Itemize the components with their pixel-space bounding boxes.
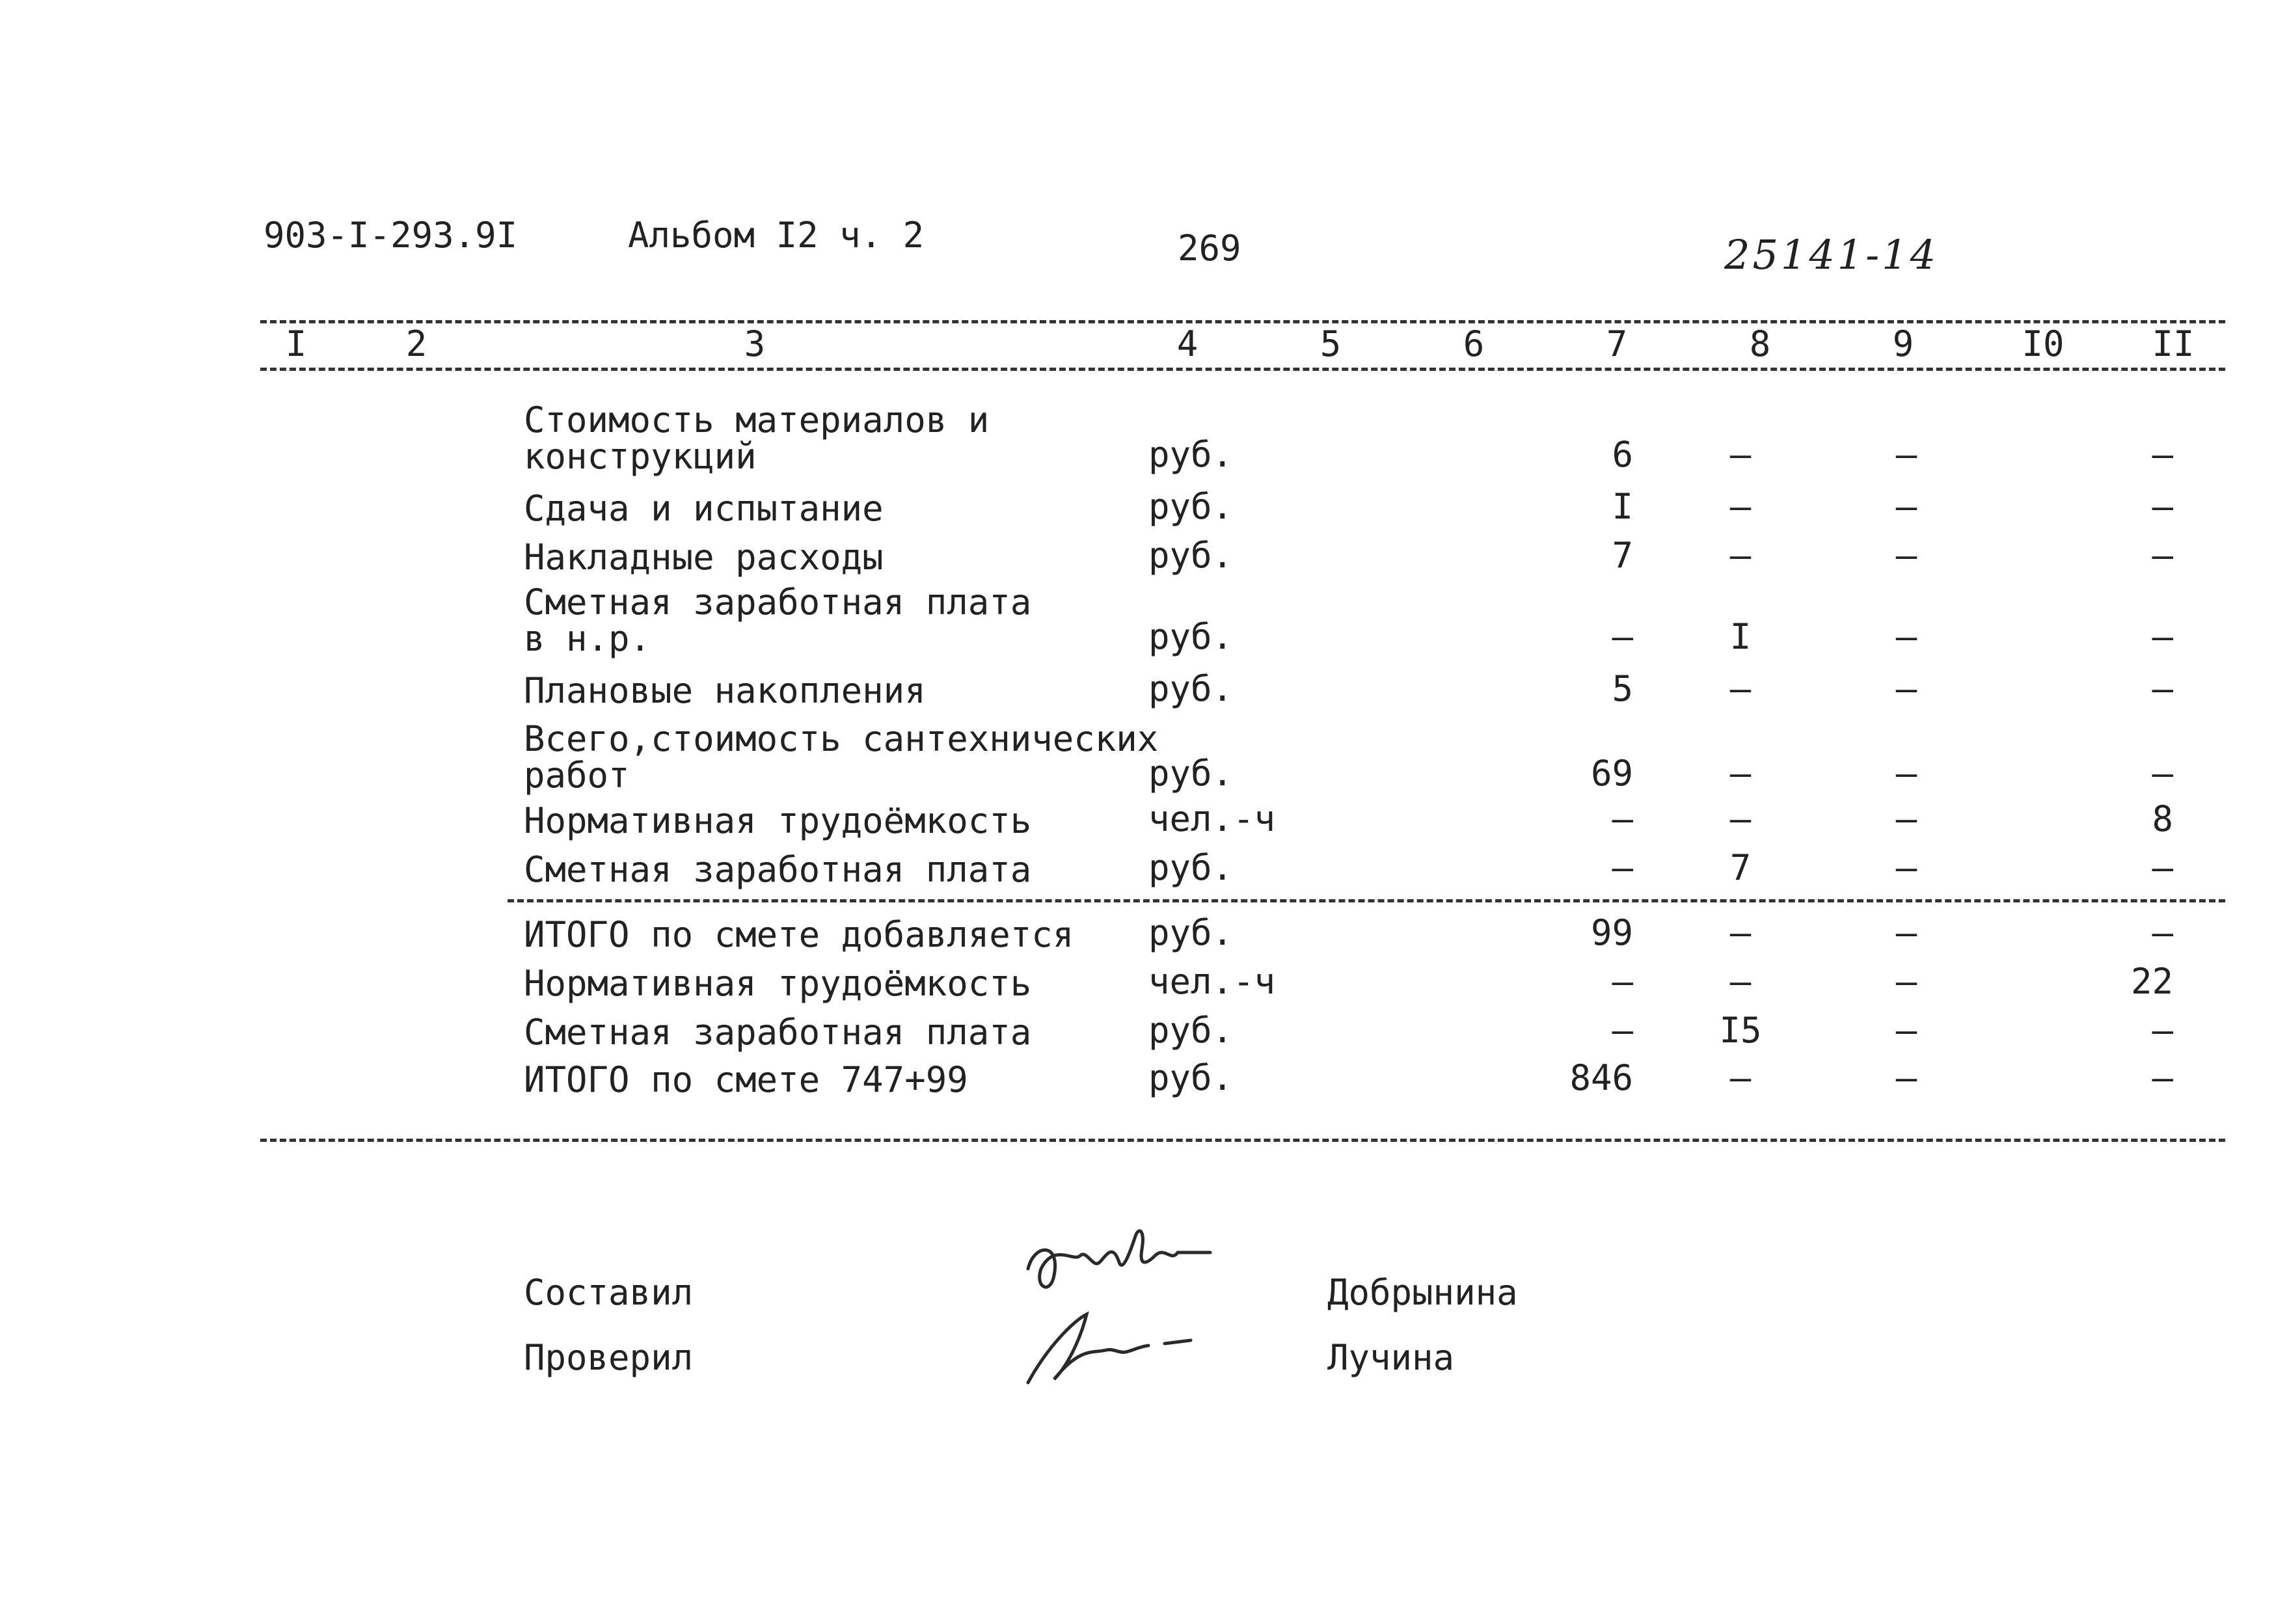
cell-col9: – — [1895, 616, 1917, 657]
col-header-6: 6 — [1463, 323, 1485, 364]
cell-col8: – — [1729, 486, 1752, 527]
checked-by-name: Лучина — [1327, 1337, 1455, 1378]
sheet-code: 25141-14 — [1724, 231, 1939, 278]
row-label-line: Стоимость материалов и — [524, 399, 990, 440]
row-unit: руб. — [1148, 668, 1234, 709]
project-code: 903-I-293.9I — [264, 215, 518, 256]
cell-col9: – — [1895, 961, 1917, 1002]
compiled-by-label: Составил — [524, 1272, 694, 1313]
row-label-line: Всего,стоимость сантехнических — [524, 718, 1159, 759]
row-unit: руб. — [1148, 1057, 1234, 1098]
row-unit: руб. — [1148, 535, 1234, 576]
cell-col7: – — [1612, 1010, 1633, 1051]
row-label: Нормативная трудоёмкость — [524, 963, 1032, 1004]
cell-col9: – — [1895, 798, 1917, 839]
row-label: Плановые накопления — [524, 670, 926, 711]
cell-col11: 8 — [2152, 798, 2173, 839]
row-unit: чел.-ч — [1148, 961, 1276, 1002]
col-header-1: I — [285, 323, 307, 364]
cell-col7: 846 — [1569, 1057, 1633, 1098]
table-row — [0, 475, 2289, 527]
row-label-line: конструкций — [524, 436, 757, 477]
cell-col8: – — [1729, 753, 1752, 794]
cell-col11: – — [2152, 486, 2173, 527]
row-label: ИТОГО по смете 747+99 — [524, 1059, 968, 1100]
checked-by-label: Проверил — [524, 1337, 694, 1378]
cell-col8: 7 — [1729, 847, 1752, 888]
page-number: 269 — [1178, 228, 1241, 269]
row-unit: чел.-ч — [1148, 798, 1276, 839]
row-unit: руб. — [1148, 912, 1234, 953]
table-row — [0, 399, 2289, 477]
cell-col7: – — [1612, 847, 1633, 888]
totals-row — [0, 1046, 2289, 1098]
cell-col7: – — [1612, 961, 1633, 1002]
cell-col9: – — [1895, 1057, 1917, 1098]
col-header-3: 3 — [744, 323, 766, 364]
table-row — [0, 718, 2289, 796]
cell-col9: – — [1895, 1010, 1917, 1051]
cell-col8: I — [1729, 616, 1752, 657]
cell-col11: – — [2152, 434, 2173, 475]
cell-col9: – — [1895, 847, 1917, 888]
row-unit: руб. — [1148, 616, 1234, 657]
col-header-4: 4 — [1176, 323, 1199, 364]
compiled-by-name: Добрынина — [1327, 1272, 1518, 1313]
row-label: Нормативная трудоёмкость — [524, 800, 1032, 841]
col-header-2: 2 — [405, 323, 427, 364]
row-label-line: Сметная заработная плата — [524, 582, 1032, 623]
cell-col11: – — [2152, 1010, 2173, 1051]
row-label: Сметная заработная плата — [524, 849, 1032, 890]
totals-row — [0, 950, 2289, 1002]
cell-col7: 5 — [1612, 668, 1633, 709]
cell-col8: – — [1729, 535, 1752, 576]
cell-col7: 99 — [1590, 912, 1633, 953]
row-unit: руб. — [1148, 486, 1234, 527]
row-label: Сдача и испытание — [524, 488, 884, 529]
col-header-9: 9 — [1892, 323, 1914, 364]
table-bottom-rule — [260, 1139, 2225, 1142]
row-unit: руб. — [1148, 434, 1234, 475]
col-header-10: I0 — [2022, 323, 2065, 364]
cell-col8: – — [1729, 961, 1752, 1002]
totals-row — [0, 901, 2289, 953]
cell-col8: – — [1729, 1057, 1752, 1098]
table-row — [0, 582, 2289, 659]
cell-col11: – — [2152, 847, 2173, 888]
cell-col9: – — [1895, 668, 1917, 709]
table-row — [0, 836, 2289, 888]
col-header-7: 7 — [1606, 323, 1628, 364]
row-unit: руб. — [1148, 753, 1234, 794]
col-header-5: 5 — [1320, 323, 1342, 364]
cell-col7: 6 — [1612, 434, 1633, 475]
signature-compiled — [1015, 1217, 1223, 1321]
cell-col8: – — [1729, 798, 1752, 839]
cell-col9: – — [1895, 486, 1917, 527]
table-row — [0, 524, 2289, 576]
signature-checked — [1015, 1308, 1210, 1392]
row-unit: руб. — [1148, 847, 1234, 888]
cell-col7: – — [1612, 798, 1633, 839]
row-label: Накладные расходы — [524, 537, 884, 578]
row-label-line: в н.р. — [524, 618, 651, 659]
cell-col9: – — [1895, 753, 1917, 794]
cell-col8: – — [1729, 912, 1752, 953]
cell-col7: – — [1612, 616, 1633, 657]
cell-col11: – — [2152, 668, 2173, 709]
totals-row — [0, 999, 2289, 1051]
cell-col7: 7 — [1612, 535, 1633, 576]
cell-col11: – — [2152, 753, 2173, 794]
table-row — [0, 657, 2289, 709]
cell-col11: 22 — [2130, 961, 2173, 1002]
cell-col11: – — [2152, 535, 2173, 576]
row-label: Сметная заработная плата — [524, 1012, 1032, 1053]
album-label: Альбом I2 ч. 2 — [628, 215, 925, 256]
table-row — [0, 787, 2289, 839]
cell-col11: – — [2152, 1057, 2173, 1098]
cell-col7: 69 — [1590, 753, 1633, 794]
col-header-8: 8 — [1749, 323, 1771, 364]
cell-col11: – — [2152, 616, 2173, 657]
cell-col7: I — [1612, 486, 1633, 527]
cell-col8: – — [1729, 668, 1752, 709]
row-label-line: работ — [524, 755, 630, 796]
row-label: ИТОГО по смете добавляется — [524, 914, 1074, 955]
cell-col9: – — [1895, 535, 1917, 576]
col-header-11: II — [2152, 323, 2195, 364]
cell-col8: – — [1729, 434, 1752, 475]
cell-col11: – — [2152, 912, 2173, 953]
cell-col9: – — [1895, 434, 1917, 475]
row-unit: руб. — [1148, 1010, 1234, 1051]
header-bottom-rule — [260, 368, 2225, 371]
cell-col9: – — [1895, 912, 1917, 953]
cell-col8: I5 — [1719, 1010, 1762, 1051]
